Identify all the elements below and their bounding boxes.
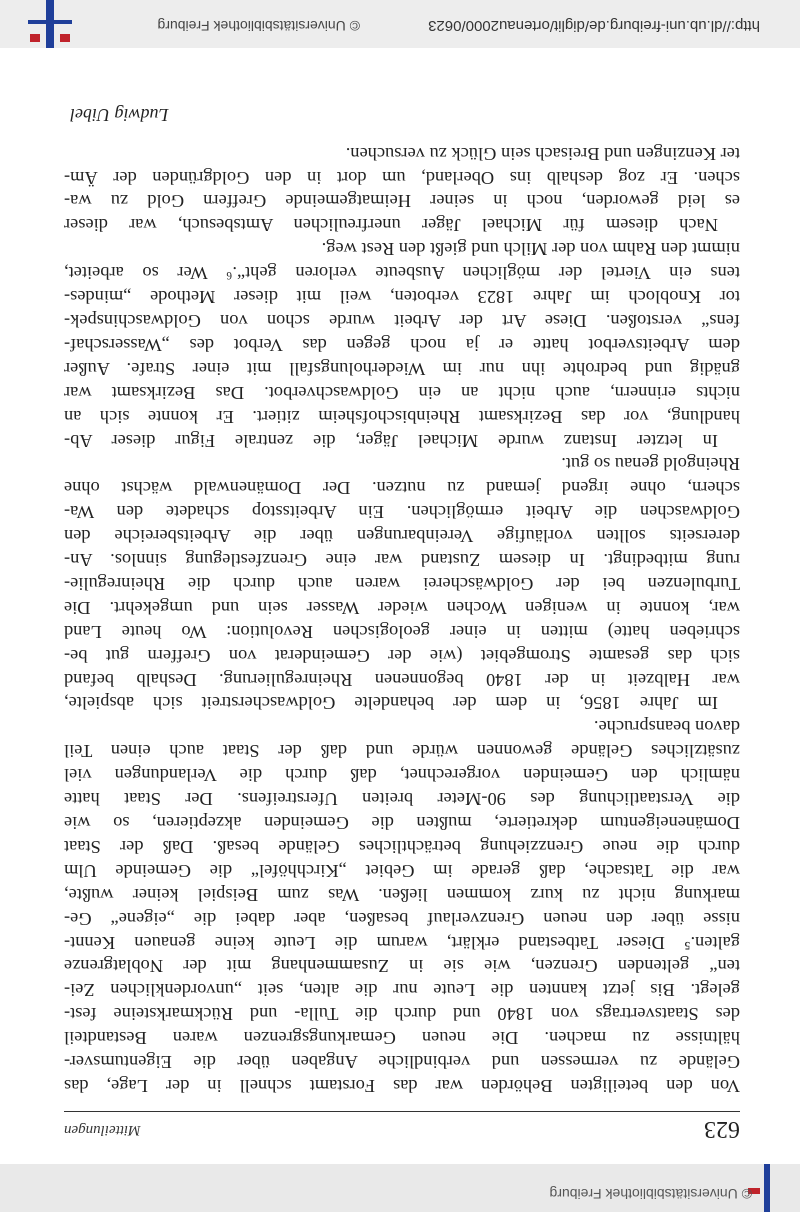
text-line: hältnisse zu machen. Die neuen Gemarkungsgrenzen waren Bestandteil (64, 1028, 740, 1049)
paragraph (64, 452, 740, 715)
text-line: dererseits sollten vorläufige Vereinbarungen über die Arbeitsbereiche den (64, 526, 740, 547)
text-line: schern, ohne irgend jemand zu nutzen. Der Domänenwald wächst ohne (64, 478, 740, 499)
paragraph (64, 715, 740, 1098)
text-line: davon beanspruche. (593, 717, 740, 738)
paragraph (64, 141, 740, 237)
text-line: Von den beteiligten Behörden war das Forstamt schnell in der Lage, das (64, 1076, 740, 1096)
text-line: es leid geworden, noch in seiner Heimatgemeinde Greffern Gold zu wa- (64, 191, 740, 212)
text-line: des Staatsvertrags von 1840 und durch die Tulla- und Rückmarksteine fest- (64, 1004, 740, 1025)
viewer-top-band (0, 1164, 800, 1212)
copyright-text: © Universitätsbibliothek Freiburg (549, 1186, 752, 1202)
text-line: schen. Er zog deshalb ins Oberland, um dort in den Goldgründen der Äm- (64, 167, 740, 188)
text-line: sich das gesamte Stromgebiet (wie der Gemeinderat von Greffern gut be- (64, 645, 740, 666)
text-line: gnädig und bedrohte ihn nur im Wiederholungsfall mit einer Strafe. Außer (64, 358, 740, 379)
text-line: tens ein Viertel der möglichen Ausbeute verloren geht“.⁶ Wer so arbeitet, (64, 263, 740, 284)
text-line: rung mitbedingt. In diesem Zustand war eine Grenzfestlegung sinnlos. An- (64, 550, 740, 571)
copyright-text-bottom: © Universitätsbibliothek Freiburg (157, 18, 360, 34)
text-line: ter Kenzingen und Breisach sein Glück zu versuchen. (345, 143, 740, 164)
page-number: 623 (704, 1116, 740, 1142)
text-line: Im Jahre 1856, in dem der behandelte Goldwascherstreit sich abspielte, (64, 693, 718, 714)
text-line: nämlich den Gemeinden vorgerechnet, daß durch die Verlandungen viel (64, 765, 740, 786)
library-logo-icon (764, 1164, 770, 1212)
document-url[interactable]: http://dl.ub.uni-freiburg.de/diglit/ortenau2000/0623 (428, 17, 760, 34)
text-line: Nach diesem für Michael Jäger unerfreulichen Amtsbesuch, war dieser (64, 215, 718, 236)
text-line: war die Tatsache, daß gerade im Gebiet „Kirchhöfel“ die Gemeinde Ulm (64, 860, 740, 881)
text-line: die Verstaatlichung des 90-Meter breiten Uferstreifens. Der Staat hatte (64, 789, 740, 810)
text-line: galten.⁵ Dieser Tatbestand erklärt, warum die Leute keine genauen Kennt- (64, 932, 740, 953)
text-line: Goldwaschen die Arbeit ermöglichen. Ein Arbeitsstop schadete den Wa- (64, 502, 740, 523)
text-line: zusätzliches Gelände gewonnen würde und daß der Staat auch einen Teil (64, 741, 740, 762)
text-line: markung nicht zu kurz kommen ließen. Was zum Beispiel keiner wußte, (64, 884, 740, 905)
text-line: Domäneneigentum dekretierte, mußten die Gemeinden akzeptieren, so wie (64, 813, 740, 834)
document-page (64, 104, 740, 1146)
text-line: dem Arbeitsverbot hatte er ja noch gegen das Verbot des „Wasserschaf- (64, 334, 740, 355)
text-line: nichts erinnern, auch nicht an ein Goldwaschverbot. Das Bezirksamt war (64, 382, 740, 403)
viewer-bottom-band (0, 0, 800, 48)
paragraph (64, 236, 740, 451)
library-logo-icon-bottom (20, 0, 76, 48)
text-line: ten“ geltenden Grenzen, wie sie in Zusammenhang mit der Noblatgrenze (64, 956, 740, 977)
text-line: war Halbzeit in der 1840 begonnenen Rheinregulierung. Deshalb befand (64, 669, 740, 690)
text-line: handlung, vor das Bezirksamt Rheinbischofsheim zitiert. Er konnte sich an (64, 406, 740, 427)
text-line: schrieben hatte) mitten in einer geologischen Revolution: Wo heute Land (64, 621, 740, 642)
page-header (64, 1111, 740, 1146)
text-line: In letzter Instanz wurde Michael Jäger, die zentrale Figur dieser Ab- (64, 430, 718, 451)
text-line: Turbulenzen bei der Goldwäscherei waren auch durch die Rheinregulie- (64, 573, 740, 594)
text-line: gelegt. Bis jetzt kannten die Leute nur die alten, seit „unvordenklichen Zei- (64, 980, 740, 1001)
text-line: nisse über den neuen Grenzverlauf besaßen, aber dabei die „eigene“ Ge- (64, 908, 740, 929)
section-title: Mitteilungen (64, 1122, 141, 1138)
text-line: durch die neue Grenzziehung beträchtliches Gelände besaß. Daß der Staat (64, 836, 740, 857)
body-text (64, 141, 740, 1097)
text-line: war, konnte in wenigen Wochen wieder Wasser sein und umgekehrt. Die (64, 597, 740, 618)
text-line: fens“ verstoßen. Diese Art der Arbeit wurde schon von Goldwaschinspek- (64, 311, 740, 331)
text-line: nimmt den Rahm von der Milch und gießt den Rest weg. (321, 239, 740, 260)
author-signature: Ludwig Uibel (70, 104, 169, 125)
text-line: tor Knobloch im Jahre 1823 verboten, weil mit dieser Methode „mindes- (64, 287, 740, 308)
text-line: Gelände zu vermessen und verbindliche Angaben über die Eigentumsver- (64, 1052, 740, 1073)
text-line: Rheingold genau so gut. (561, 454, 740, 475)
